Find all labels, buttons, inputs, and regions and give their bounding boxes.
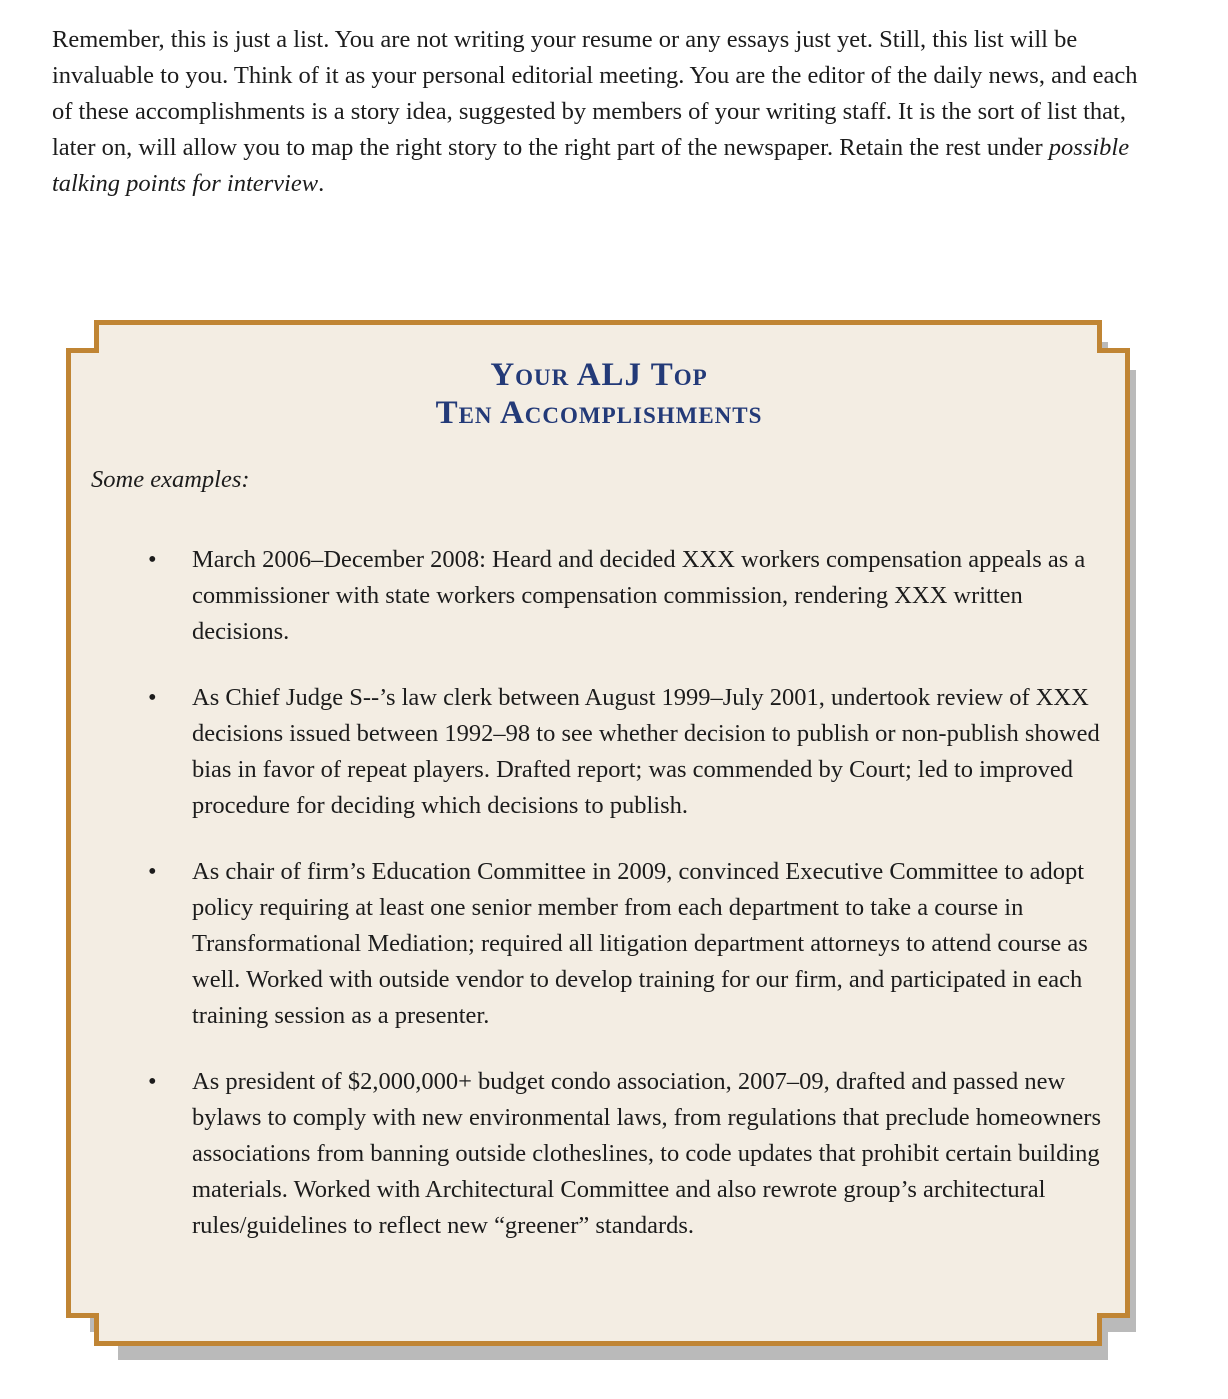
accomplishment-list [148, 542, 1112, 1274]
list-item [148, 1064, 1112, 1244]
list-item-text: As chair of firm’s Education Committee in 2009, convinced Executive Committee to adopt policy requiring at least one senior member from each department to take a course in Transformational Mediation; required all litigation department attorneys to attend course as well. Worked with outside vendor to develop training for our firm, and participated in each training session as a presenter. [192, 858, 1088, 1029]
list-item-text: As Chief Judge S--’s law clerk between August 1999–July 2001, undertook review of XXX decisions issued between 1992–98 to see whether decision to publish or non-publish showed bias in favor of repeat players. Drafted report; was commended by Court; led to improved procedure for deciding which decisions to publish. [192, 684, 1100, 819]
bullet-icon: • [148, 1068, 157, 1095]
examples-label: Some examples: [91, 466, 250, 493]
bullet-icon: • [148, 546, 157, 573]
list-item [148, 854, 1112, 1034]
intro-text-end: . [318, 170, 325, 197]
list-item [148, 680, 1112, 824]
box-title-line2: Ten Accomplishments [435, 395, 763, 431]
intro-italic-text: possible talking points for interview [52, 134, 1130, 197]
bullet-icon: • [148, 858, 157, 885]
list-item-text: As president of $2,000,000+ budget condo association, 2007–09, drafted and passed new bylaws to comply with new environmental laws, from regulations that preclude homeowners associations from banning outside clotheslines, to code updates that prohibit certain building materials. Worked with Architectural Committee and also rewrote group’s architectural rules/guidelines to reflect new “greener” standards. [192, 1068, 1102, 1239]
intro-paragraph [52, 22, 1142, 202]
box-title [64, 356, 1134, 432]
list-item-text: March 2006–December 2008: Heard and decided XXX workers compensation appeals as a commissioner with state workers compensation commission, rendering XXX written decisions. [192, 546, 1086, 645]
list-item [148, 542, 1112, 650]
accomplishments-box [64, 318, 1134, 1350]
bullet-icon: • [148, 684, 157, 711]
box-title-line1: Your ALJ Top [490, 357, 708, 393]
intro-text: Remember, this is just a list. You are not writing your resume or any essays just yet. Still, this list will be invaluable to you. Think of it as your personal editorial meeting. You are the editor of the daily news, and each of these accomplishments is a story idea, suggested by members of your writing staff. It is the sort of list that, later on, will allow you to map the right story to the right part of the newspaper. Retain the rest under [52, 26, 1138, 161]
